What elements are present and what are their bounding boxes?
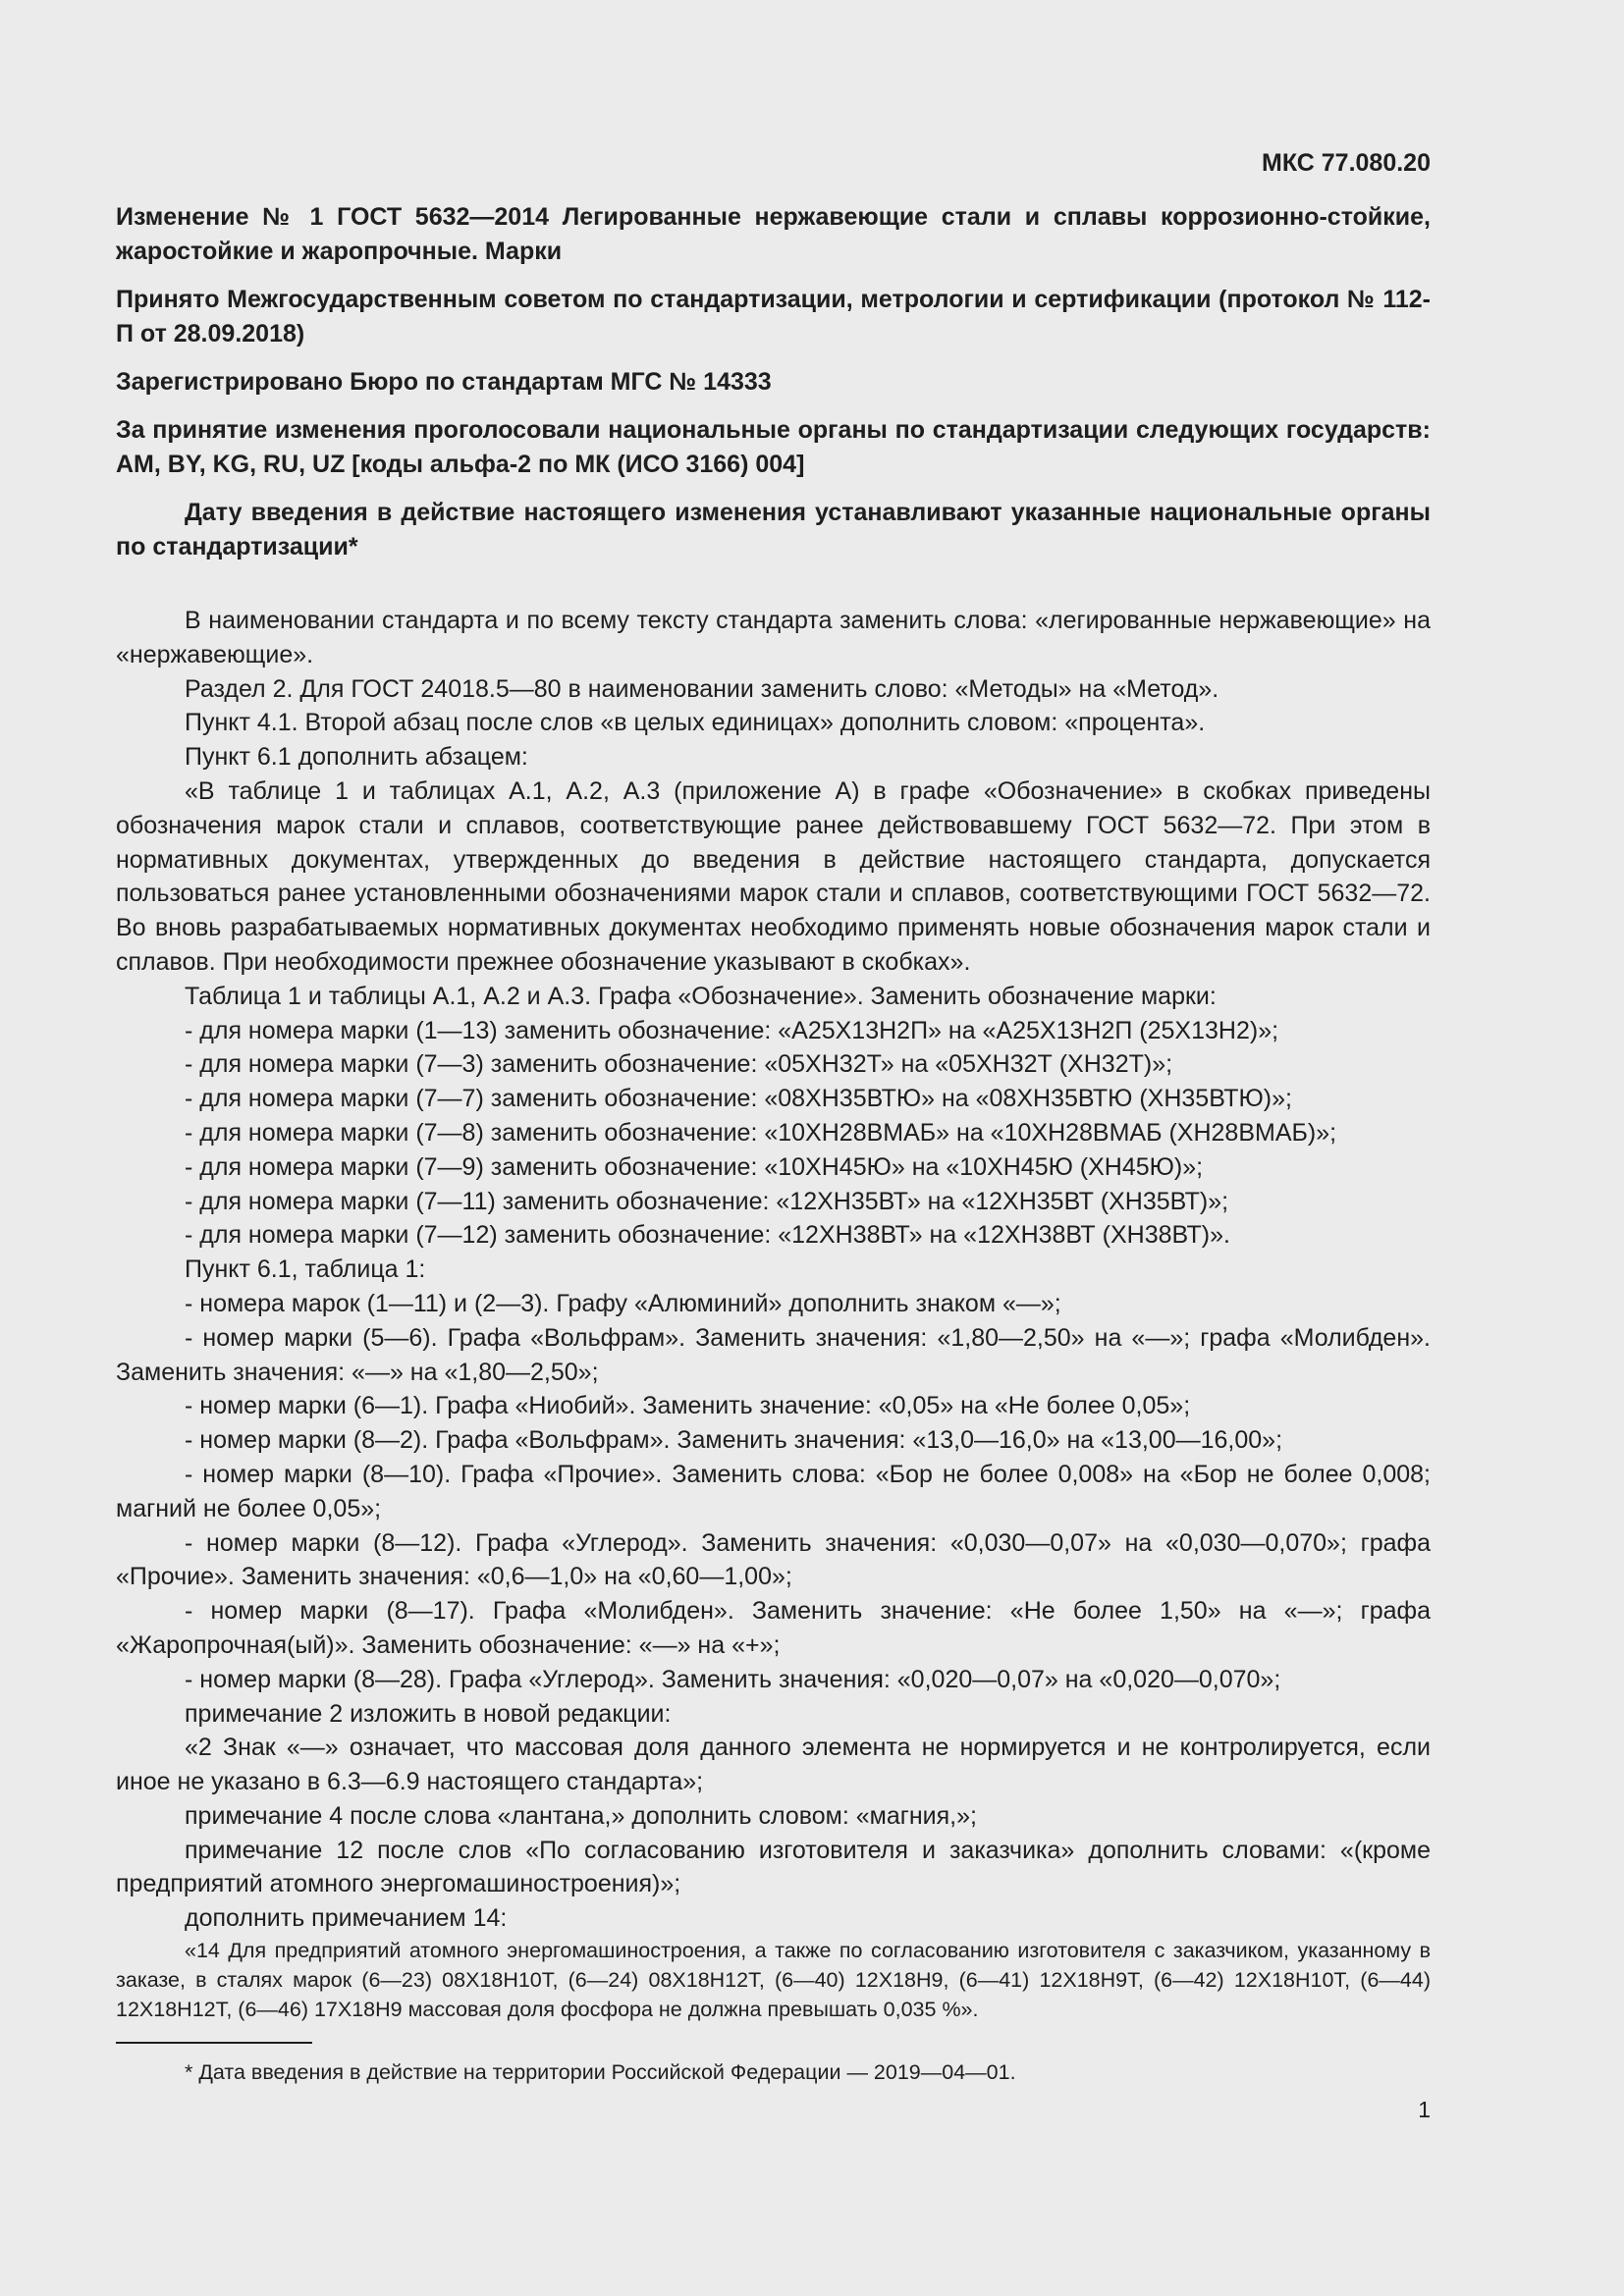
list-item: - для номера марки (7—8) заменить обозначение: «10ХН28ВМАБ» на «10ХН28ВМАБ (ХН28ВМАБ)»; [185, 1118, 1337, 1147]
paragraph: Пункт 6.1 дополнить абзацем: [185, 743, 528, 772]
paragraph: примечание 2 изложить в новой редакции: [185, 1699, 672, 1728]
paragraph: дополнить примечанием 14: [185, 1904, 508, 1933]
list-item: - номер марки (8—28). Графа «Углерод». Заменить значения: «0,020—0,07» на «0,020—0,070»; [185, 1665, 1281, 1693]
paragraph: Таблица 1 и таблицы А.1, А.2 и А.3. Графа «Обозначение». Заменить обозначение марки: [185, 982, 1217, 1010]
change-title: Изменение № 1 ГОСТ 5632—2014 Легированные нержавеющие стали и сплавы коррозионно-стойкие, жаростойкие и жаропрочные. Марки [116, 203, 1431, 265]
list-item: - номер марки (6—1). Графа «Ниобий». Заменить значение: «0,05» на «Не более 0,05»; [185, 1392, 1191, 1420]
list-item: - номер марки (8—2). Графа «Вольфрам». Заменить значения: «13,0—16,0» на «13,00—16,00»; [185, 1426, 1283, 1455]
paragraph: В наименовании стандарта и по всему тексту стандарта заменить слова: «легированные нержавеющие» на «нержавеющие». [116, 607, 1431, 668]
paragraph: «2 Знак «—» означает, что массовая доля данного элемента не нормируется и не контролируется, если иное не указано в 6.3—6.9 настоящего стандарта»; [116, 1734, 1431, 1796]
mks-code: МКС 77.080.20 [1262, 149, 1431, 177]
paragraph: Пункт 4.1. Второй абзац после слов «в целых единицах» дополнить словом: «процента». [185, 709, 1206, 737]
list-item: - для номера марки (7—3) заменить обозначение: «05ХН32Т» на «05ХН32Т (ХН32Т)»; [185, 1050, 1173, 1079]
page-number: 1 [1418, 2097, 1431, 2123]
paragraph: «В таблице 1 и таблицах А.1, А.2, А.3 (приложение А) в графе «Обозначение» в скобках приведены обозначения марок стали и сплавов, соответствующие ранее действовавшему ГОСТ 5632—72. При этом в нормативных документах, утвержденных до введения в действие настоящего стандарта, допускается пользоваться ранее установленными обозначениями марок стали и сплавов, соответствующими ГОСТ 5632—72. Во вновь разрабатываемых нормативных документах необходимо применять новые обозначения марок стали и сплавов. При необходимости прежнее обозначение указывают в скобках». [116, 776, 1431, 976]
list-item: - номер марки (8—12). Графа «Углерод». Заменить значения: «0,030—0,07» на «0,030—0,070»; графа «Прочие». Заменить значения: «0,6—1,0» на «0,60—1,00»; [116, 1528, 1431, 1591]
list-item: - для номера марки (1—13) заменить обозначение: «А25Х13Н2П» на «А25Х13Н2П (25Х13Н2)»; [185, 1016, 1279, 1044]
list-item: - для номера марки (7—12) заменить обозначение: «12ХН38ВТ» на «12ХН38ВТ (ХН38ВТ)». [185, 1221, 1230, 1250]
paragraph: примечание 12 после слов «По согласованию изготовителя и заказчика» дополнить словами: «(кроме предприятий атомного энергомашиностроения)»; [116, 1836, 1431, 1898]
list-item: - для номера марки (7—11) заменить обозначение: «12ХН35ВТ» на «12ХН35ВТ (ХН35ВТ)»; [185, 1187, 1229, 1215]
adopted-statement: Принято Межгосударственным советом по стандартизации, метрологии и сертификации (протокол № 112-П от 28.09.2018) [116, 286, 1431, 347]
footnote: * Дата введения в действие на территории Российской Федерации — 2019—04—01. [185, 2060, 1016, 2085]
paragraph: Раздел 2. Для ГОСТ 24018.5—80 в наименовании заменить слово: «Методы» на «Метод». [185, 674, 1219, 703]
list-item: - номер марки (8—10). Графа «Прочие». Заменить слова: «Бор не более 0,008» на «Бор не более 0,008; магний не более 0,05»; [116, 1460, 1431, 1522]
document-body [116, 604, 1431, 2024]
registered-statement: Зарегистрировано Бюро по стандартам МГС № 14333 [116, 368, 772, 396]
paragraph: примечание 4 после слова «лантана,» дополнить словом: «магния,»; [185, 1801, 977, 1830]
voted-statement: За принятие изменения проголосовали национальные органы по стандартизации следующих государств: AM, BY, KG, RU, UZ [коды альфа-2 по МК (ИСО 3166) 004] [116, 416, 1431, 478]
list-item: - номер марки (8—17). Графа «Молибден». Заменить значение: «Не более 1,50» на «—»; графа «Жаропрочная(ый)». Заменить обозначение: «—» на «+»; [116, 1597, 1431, 1659]
list-item: - для номера марки (7—9) заменить обозначение: «10ХН45Ю» на «10ХН45Ю (ХН45Ю)»; [185, 1152, 1204, 1181]
list-item: - номер марки (5—6). Графа «Вольфрам». Заменить значения: «1,80—2,50» на «—»; графа «Молибден». Заменить значения: «—» на «1,80—2,50»; [116, 1323, 1431, 1386]
note-14-text: «14 Для предприятий атомного энергомашиностроения, а также по согласованию изготовителя с заказчиком, указанному в заказе, в сталях марок (6—23) 08Х18Н10Т, (6—24) 08Х18Н12Т, (6—40) 12Х18Н9, (6—41) 12Х18Н9Т, (6—42) 12Х18Н10Т, (6—44) 12Х18Н12Т, (6—46) 17Х18Н9 массовая доля фосфора не должна превышать 0,035 %». [116, 1939, 1431, 2022]
footnote-divider [116, 2042, 312, 2044]
list-item: - номера марок (1—11) и (2—3). Графу «Алюминий» дополнить знаком «—»; [185, 1289, 1061, 1317]
paragraph: Пункт 6.1, таблица 1: [185, 1255, 426, 1284]
list-item: - для номера марки (7—7) заменить обозначение: «08ХН35ВТЮ» на «08ХН35ВТЮ (ХН35ВТЮ)»; [185, 1085, 1292, 1113]
effective-date-statement: Дату введения в действие настоящего изменения устанавливают указанные национальные органы по стандартизации* [116, 499, 1431, 561]
